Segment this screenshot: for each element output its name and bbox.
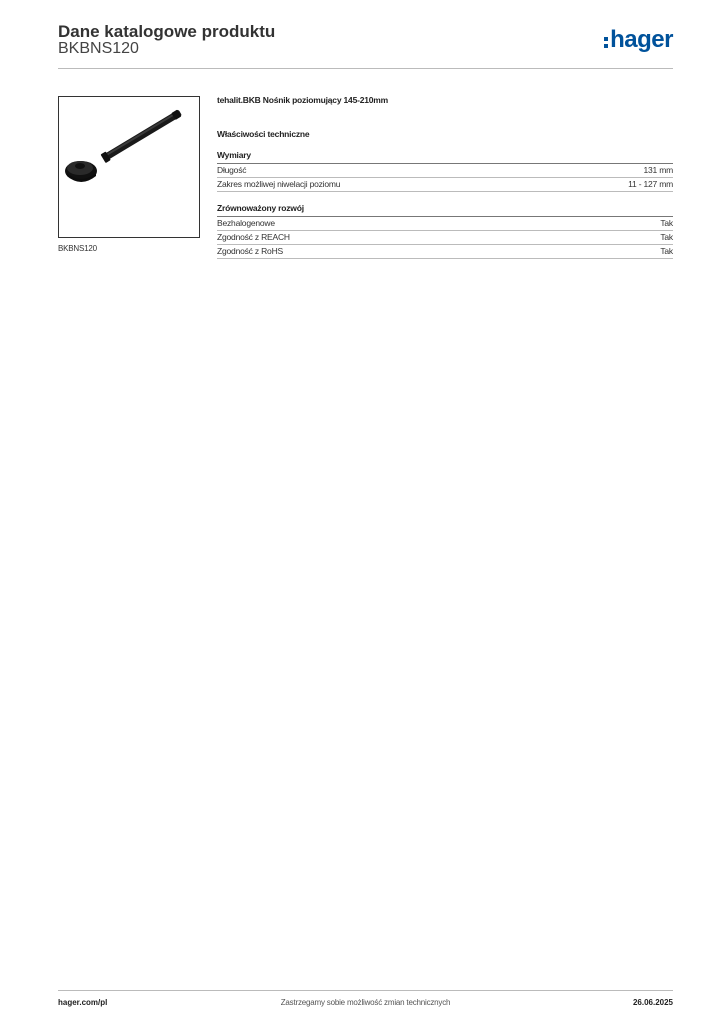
spec-value: 131 mm [643, 165, 673, 175]
hager-logo [604, 28, 673, 52]
page-footer [58, 998, 673, 1010]
spec-label: Zakres możliwej niwelacji poziomu [217, 179, 341, 189]
spec-label: Bezhalogenowe [217, 218, 275, 228]
group-title-sustainability: Zrównoważony rozwój [217, 202, 673, 217]
spec-value: 11 - 127 mm [628, 179, 673, 189]
spec-label: Zgodność z RoHS [217, 246, 283, 256]
logo-colon-icon [604, 37, 608, 48]
page-header [58, 20, 673, 69]
leveling-support-icon [59, 97, 199, 237]
spec-label: Długość [217, 165, 247, 175]
document-title: Dane katalogowe produktu [58, 22, 276, 41]
spec-row [217, 178, 673, 192]
product-code: BKBNS120 [58, 40, 139, 57]
footer-website-link[interactable]: hager.com/pl [58, 998, 108, 1007]
spec-label: Zgodność z REACH [217, 232, 290, 242]
image-caption: BKBNS120 [58, 244, 97, 253]
spec-row [217, 245, 673, 259]
spec-value: Tak [660, 246, 673, 256]
footer-divider [58, 990, 673, 991]
product-image [58, 96, 200, 238]
section-title-technical: Właściwości techniczne [217, 129, 310, 139]
spec-row [217, 231, 673, 245]
product-details [217, 94, 673, 259]
spec-value: Tak [660, 232, 673, 242]
product-name: tehalit.BKB Nośnik poziomujący 145-210mm [217, 95, 389, 105]
spec-row [217, 164, 673, 178]
spec-value: Tak [660, 218, 673, 228]
footer-date: 26.06.2025 [632, 998, 673, 1007]
spec-row [217, 217, 673, 231]
header-divider [58, 68, 673, 69]
logo-text: hager [610, 26, 673, 53]
group-title-dimensions: Wymiary [217, 149, 673, 164]
footer-disclaimer: Zastrzegamy sobie możliwość zmian technicznych [280, 998, 451, 1007]
